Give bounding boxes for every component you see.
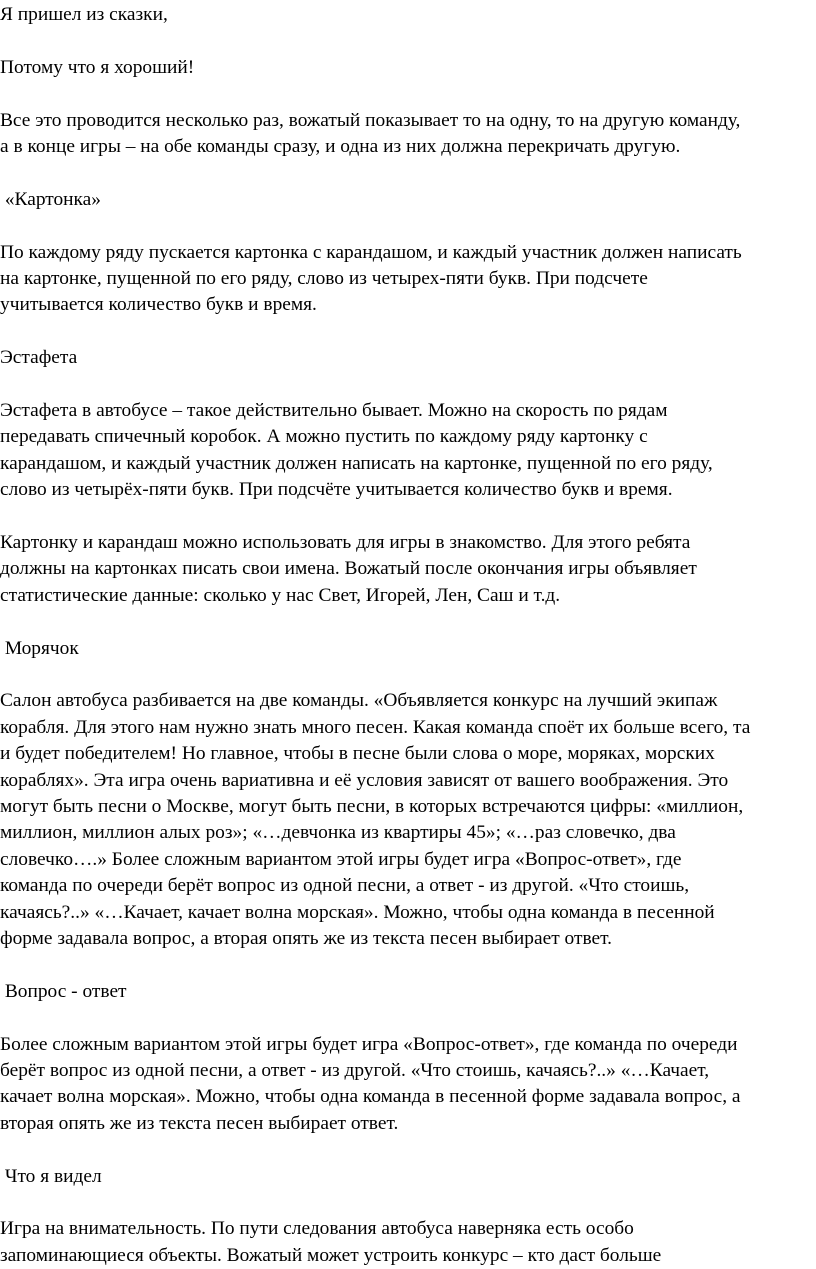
text-line: статистические данные: сколько у нас Свет, Игорей, Лен, Саш и т.д. — [0, 584, 561, 606]
text-line: Салон автобуса разбивается на две команды. «Объявляется конкурс на лучший экипаж — [0, 690, 718, 712]
text-line: вторая опять же из текста песен выбирает ответ. — [0, 1112, 399, 1134]
paragraph-vopros-otvet — [0, 1032, 816, 1138]
text-line: Картонку и карандаш можно использовать для игры в знакомство. Для этого ребята — [0, 532, 691, 554]
text-line: По каждому ряду пускается картонка с карандашом, и каждый участник должен написать — [0, 241, 742, 263]
text-line: кораблях». Эта игра очень вариативна и её условия зависят от вашего воображения. Это — [0, 769, 729, 791]
heading-vopros-otvet: Вопрос - ответ — [0, 980, 127, 1002]
text-line: могут быть песни о Москве, могут быть песни, в которых встречаются цифры: «миллион, — [0, 796, 744, 818]
text-line: словечко….» Более сложным вариантом этой игры будет игра «Вопрос-ответ», где — [0, 848, 682, 870]
heading-moryachok: Морячок — [0, 637, 79, 659]
text-line: Игра на внимательность. По пути следования автобуса наверняка есть особо — [0, 1218, 634, 1240]
text-line: качаясь?..» «…Качает, качает волна морская». Можно, чтобы одна команда в песенной — [0, 901, 715, 923]
text-line: на картонке, пущенной по его ряду, слово из четырех-пяти букв. При подсчете — [0, 268, 648, 289]
text-line: и будет победителем! Но главное, чтобы в песне были слова о море, моряках, морских — [0, 743, 715, 765]
text-line: а в конце игры – на обе команды сразу, и одна из них должна перекричать другую. — [0, 136, 681, 157]
text-line: карандашом, и каждый участник должен написать на картонке, пущенной по его ряду, — [0, 452, 713, 474]
paragraph-estafeta-2 — [0, 530, 816, 609]
heading-kartonka: «Картонка» — [0, 188, 101, 210]
paragraph-poem-line-2 — [0, 55, 816, 81]
text-line: форме задавала вопрос, а вторая опять же из текста песен выбирает ответ. — [0, 928, 612, 950]
text-line: Все это проводится несколько раз, вожатый показывает то на одну, то на другую команду, — [0, 109, 741, 131]
text-line: запоминающиеся объекты. Вожатый может устроить конкурс – кто даст больше — [0, 1244, 662, 1266]
text-line: Эстафета в автобусе – такое действительно бывает. Можно на скорость по рядам — [0, 400, 668, 421]
heading-estafeta: Эстафета — [0, 347, 78, 369]
paragraph-chto-ya-videl — [0, 1216, 816, 1269]
text-line: берёт вопрос из одной песни, а ответ - из другой. «Что стоишь, качаясь?..» «…Качает, — [0, 1060, 710, 1082]
text-line: Более сложным вариантом этой игры будет игра «Вопрос-ответ», где команда по очереди — [0, 1033, 738, 1055]
text-line: учитывается количество букв и время. — [0, 294, 317, 316]
paragraph-poem-line-1 — [0, 2, 816, 28]
text-line: качает волна морская». Можно, чтобы одна команда в песенной форме задавала вопрос, а — [0, 1086, 741, 1108]
paragraph-game-description — [0, 108, 816, 161]
text-line: команда по очереди берёт вопрос из одной песни, а ответ - из другой. «Что стоишь, — [0, 875, 690, 897]
text-line: передавать спичечный коробок. А можно пустить по каждому ряду картонку с — [0, 426, 648, 448]
text-line: Потому что я хороший! — [0, 56, 195, 78]
heading-chto-ya-videl: Что я видел — [0, 1165, 102, 1187]
text-line: корабля. Для этого нам нужно знать много песен. Какая команда споёт их больше всего, та — [0, 716, 751, 738]
text-line: слово из четырёх-пяти букв. При подсчёте учитывается количество букв и время. — [0, 479, 673, 501]
paragraph-kartonka — [0, 240, 816, 319]
paragraph-estafeta-1 — [0, 398, 816, 504]
text-line: миллион, миллион алых роз»; «…девчонка из квартиры 45»; «…раз словечко, два — [0, 822, 676, 844]
text-line: должны на картонках писать свои имена. Вожатый после окончания игры объявляет — [0, 558, 697, 580]
paragraph-moryachok — [0, 688, 816, 952]
text-line: Я пришел из сказки, — [0, 4, 168, 25]
